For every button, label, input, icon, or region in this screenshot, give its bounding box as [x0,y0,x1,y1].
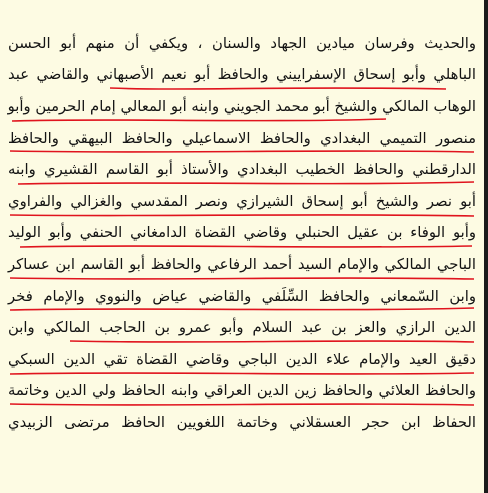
text-line-11 [8,344,476,376]
line-13-text: الحفاظ ابن حجر العسقلاني وخاتمة اللغويين الحافظ مرتضى الزبيدي [8,413,476,431]
line-11-text: دقيق العيد والإمام علاء الدين الباجي وقاضي القضاة تقي الدين السبكي [8,350,476,368]
text-line-5 [8,154,476,186]
text-line-12 [8,376,476,408]
text-line-13 [8,407,476,439]
line-4-text: منصور التميمي البغدادي والحافظ الاسماعيلي والحافظ البيهقي والحافظ [8,129,476,147]
arabic-text-block [8,28,476,439]
line-6-text: أبو نصر والشيخ أبو إسحاق الشيرازي ونصر المقدسي والغزالي والفراوي [8,192,476,210]
text-line-8 [8,249,476,281]
line-7-text: وأبو الوفاء بن عقيل الحنبلي وقاضي القضاة الدامغاني الحنفي وأبو الوليد [8,224,476,242]
text-line-10 [8,312,476,344]
text-line-1 [8,28,476,60]
line-12-text: والحافظ العلائي والحافظ زين الدين العراقي وابنه الحافظ ولي الدين وخاتمة [8,382,476,400]
line-5-text: الدارقطني والحافظ الخطيب البغدادي والأستاذ أبو القاسم القشيري وابنه [8,161,476,179]
text-line-6 [8,186,476,218]
line-1-text: والحديث وفرسان ميادين الجهاد والسنان ، ويكفي أن منهم أبو الحسن [8,34,476,52]
text-line-4 [8,123,476,155]
text-line-2 [8,60,476,92]
line-2-text: الباهلي وأبو إسحاق الإسفراييني والحافظ أبو نعيم الأصبهاني والقاضي عبد [8,66,476,84]
line-9-text: وابن السّمعاني والحافظ السِّلَفي والقاضي عياض والنووي والإمام فخر [8,287,476,305]
text-line-3 [8,91,476,123]
page-edge [484,0,488,493]
line-10-text: الدين الرازي والعز بن عبد السلام وأبو عمرو بن الحاجب المالكي وابن [8,319,476,337]
line-3-text: الوهاب المالكي والشيخ أبو محمد الجويني وابنه أبو المعالي إمام الحرمين وأبو [7,97,476,115]
text-line-7 [8,218,476,250]
text-line-9 [8,281,476,313]
line-8-text: الباجي المالكي والإمام السيد أحمد الرفاعي والحافظ أبو القاسم ابن عساكر [8,255,476,273]
